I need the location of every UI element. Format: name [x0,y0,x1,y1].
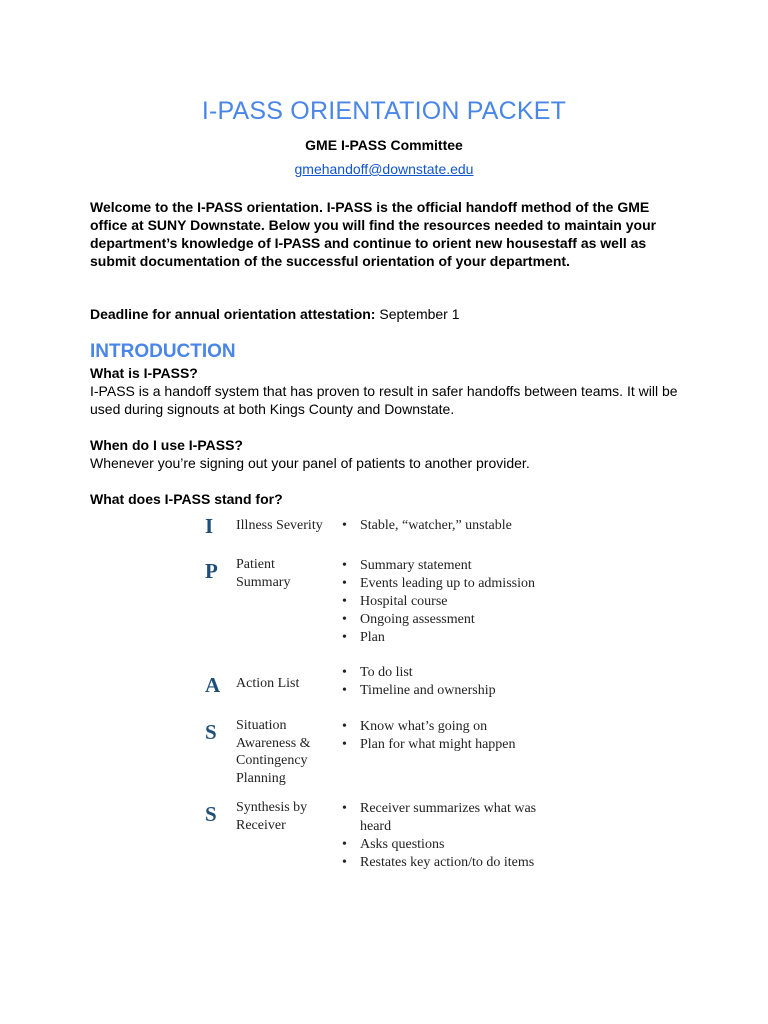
question: What does I-PASS stand for? [90,491,283,507]
answer: I-PASS is a handoff system that has proven to result in safer handoffs between teams. It will be used during signouts at both Kings County and Downstate. [90,383,678,417]
ipass-bullet: • Ongoing assessment [340,611,535,629]
ipass-bullet: • Hospital course [340,593,535,611]
ipass-bullet: • Asks questions [340,836,550,854]
ipass-bullet-list [340,664,496,700]
question: When do I use I-PASS? [90,437,243,453]
ipass-bullet: • To do list [340,664,496,682]
ipass-label: Patient Summary [236,557,291,590]
ipass-bullet-list [340,557,535,647]
deadline-line [90,305,690,323]
welcome-paragraph: Welcome to the I-PASS orientation. I-PASS is the official handoff method of the GME office at SUNY Downstate. Below you will find the resources needed to maintain your department’s knowledge of I-PASS and continue to orient new housestaff as well as submit documentation of the successful orientation of your department. [90,199,657,269]
ipass-bullet: • Plan for what might happen [340,736,516,754]
ipass-bullet: • Receiver summarizes what was heard [340,800,550,836]
question: What is I-PASS? [90,365,198,381]
ipass-letter: I [205,514,214,538]
ipass-bullet-list [340,718,516,754]
ipass-letter: S [205,802,217,826]
ipass-label: Illness Severity [236,518,323,533]
email-line [0,161,768,177]
ipass-label: Synthesis by Receiver [236,800,308,833]
ipass-bullet: • Know what’s going on [340,718,516,736]
ipass-label: Situation Awareness & Contingency Planning [236,718,311,786]
qa-block [90,436,690,472]
qa-block [90,364,690,418]
ipass-letter: S [205,720,217,744]
ipass-label: Action List [236,676,300,691]
page-title: I-PASS ORIENTATION PACKET [201,97,567,125]
ipass-bullet: • Plan [340,629,535,647]
deadline-label: Deadline for annual orientation attestation: [90,306,376,322]
ipass-bullet: • Timeline and ownership [340,682,496,700]
deadline-value: September 1 [379,306,460,322]
ipass-bullet-list [340,517,512,535]
email-link[interactable]: gmehandoff@downstate.edu [294,161,474,177]
introduction-heading: INTRODUCTION [90,341,236,362]
committee-name: GME I-PASS Committee [305,137,463,153]
answer: Whenever you’re signing out your panel of patients to another provider. [90,455,530,471]
ipass-bullet: • Restates key action/to do items [340,854,550,872]
ipass-bullet: • Stable, “watcher,” unstable [340,517,512,535]
ipass-letter: P [205,559,218,583]
ipass-bullet-list [340,800,550,872]
ipass-bullet: • Summary statement [340,557,535,575]
ipass-bullet: • Events leading up to admission [340,575,535,593]
qa-block [90,490,690,508]
ipass-letter: A [205,673,221,697]
